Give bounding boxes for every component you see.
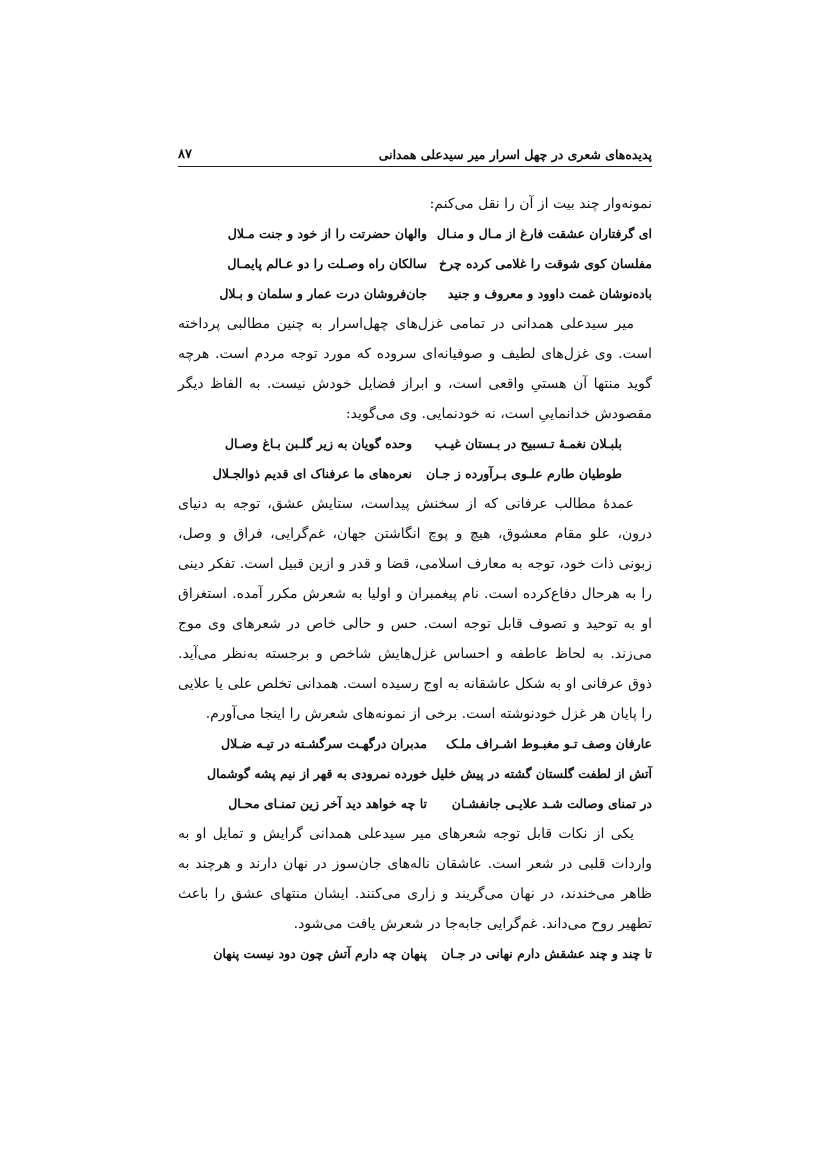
couplet xyxy=(178,249,652,279)
couplet xyxy=(178,219,652,249)
hemistich-first: طوطیان طارم علـوی بـرآورده ز جـان xyxy=(425,466,622,481)
hemistich-second: پنهان چه دارم آتش چون دود نیست پنهان xyxy=(213,946,427,961)
hemistich-first: بلبـلان نغمـهٔ تـسبیح در بـستان غیـب xyxy=(434,436,622,451)
hemistich-second: نعره‌های ما عرفناک ای قدیم ذوالجـلال xyxy=(212,466,412,481)
running-header xyxy=(178,138,652,167)
hemistich-second: والهان حضرتت را از خود و جنت مـلال xyxy=(227,226,427,241)
couplet xyxy=(178,789,652,819)
couplet xyxy=(178,939,652,969)
couplet xyxy=(178,729,652,759)
page-body xyxy=(178,189,652,969)
hemistich-second: مدبران درگهـت سرگشـته در تیـه ضـلال xyxy=(221,736,427,751)
running-title: پدیده‌های شعری در چهل اسرار میر سیدعلی همدانی xyxy=(378,147,652,162)
hemistich-first: عارفان وصف تـو مغبـوط اشـراف ملـک xyxy=(445,736,652,751)
hemistich-second: سالکان راه وصـلت را دو عـالم پایمـال xyxy=(227,256,427,271)
paragraph: یکی از نکات قابل توجه شعرهای میر سیدعلی همدانی گرایش و تمایل او به واردات قلبی در شعر است. عاشقان ناله‌های جان‌سوز در نهان دارند و هرچند به ظاهر می‌خندند، در نهان می‌گریند و زاری می‌کنند. ایشان منتهای عشق را باعث تطهیر روح می‌داند. غم‌گرایی جابه‌جا در شعرش یافت می‌شود. xyxy=(178,826,652,932)
page-number: ۸۷ xyxy=(178,147,192,162)
couplet xyxy=(178,429,652,459)
paragraph: میر سیدعلی همدانی در تمامی غزل‌های چهل‌اسرار به چنین مطالبی پرداخته است. وی غزل‌های لطیف و صوفیانه‌ای سروده که مورد توجه مردم است. هرچه گوید منتها آن هستیِ واقعی است، و ابراز فضایل خودش نیست. به الفاظ دیگر مقصودش خدانماییِ است، نه خودنمایی. وی می‌گوید: xyxy=(178,316,652,422)
couplet xyxy=(178,759,652,789)
poem-block-1 xyxy=(178,219,652,309)
hemistich-first: آتش از لطفت گلستان گشته در پیش خلیل xyxy=(431,766,652,781)
book-page xyxy=(178,138,652,969)
hemistich-first: باده‌نوشان غمت داوود و معروف و جنید xyxy=(447,286,652,301)
hemistich-second: تا چه خواهد دید آخر زین تمنـای محـال xyxy=(228,796,427,811)
hemistich-first: مفلسان کوی شوقت را غلامی کرده چرخ xyxy=(438,256,652,271)
hemistich-first: ای گرفتاران عشقت فارغ از مـال و منـال xyxy=(436,226,652,241)
intro-line: نمونه‌وار چند بیت از آن را نقل می‌کنم: xyxy=(429,196,652,212)
poem-block-3 xyxy=(178,729,652,819)
hemistich-first: در تمنای وصالت شـد علایـی جانفشـان xyxy=(451,796,652,811)
poem-block-4 xyxy=(178,939,652,969)
paragraph: عمدهٔ مطالب عرفانی که از سخنش پیداست، ستایش عشق، توجه به دنیای درون، علو مقام معشوق، هیچ و پوچ انگاشتن جهان، غم‌گرایی، فراق و وصل، زبونی ذات خود، توجه به معارف اسلامی، قضا و قدر و ازین قبیل است. تفکر دینی را به هرحال دفاع‌کرده است. نام پیغمبران و اولیا به شعرش مکرر آمده. استغراق او به توحید و تصوف قابل توجه است. حس و حالی خاص در شعرهای وی موج می‌زند. به لحاظ عاطفه و احساس غزل‌هایش شاخص و برجسته به‌نظر می‌آید. ذوق عرفانی او به شکل عاشقانه به اوج رسیده است. همدانی تخلص علی یا علایی را پایان هر غزل خودنوشته است. برخی از نمونه‌های شعرش را اینجا می‌آورم. xyxy=(178,496,652,722)
hemistich-second: خورده نمرودی به قهر از نیم پشه گوشمال xyxy=(206,766,427,781)
hemistich-second: جان‌فروشان درت عمار و سلمان و بـلال xyxy=(219,286,427,301)
couplet xyxy=(178,459,652,489)
hemistich-first: تا چند و چند عشقش دارم نهانی در جـان xyxy=(441,946,652,961)
poem-block-2 xyxy=(178,429,652,489)
hemistich-second: وحده گویان به زیر گلـبن بـاغ وصـال xyxy=(224,436,412,451)
couplet xyxy=(178,279,652,309)
